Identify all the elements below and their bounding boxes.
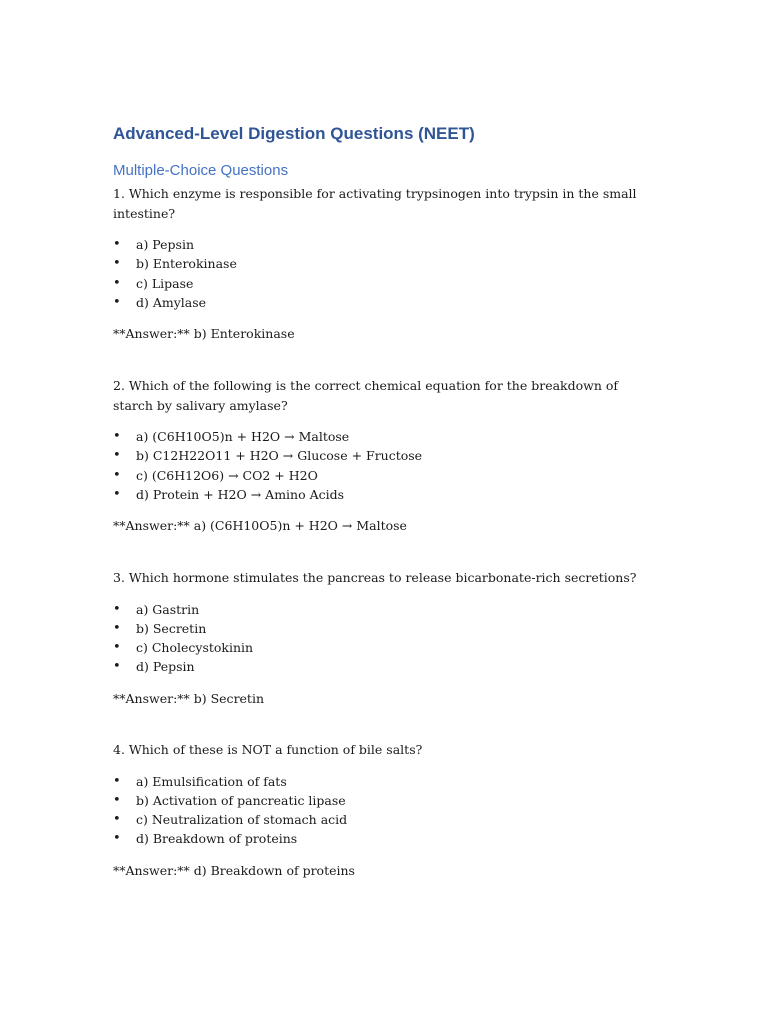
option-label: b) Activation of pancreatic lipase bbox=[136, 792, 346, 808]
bullet: • bbox=[113, 256, 121, 272]
bullet: • bbox=[113, 812, 121, 828]
bullet: • bbox=[113, 275, 121, 291]
bullet: • bbox=[113, 659, 121, 675]
option-item bbox=[113, 427, 653, 446]
bullet: • bbox=[113, 640, 121, 656]
option-item bbox=[113, 810, 653, 829]
bullet: • bbox=[113, 831, 121, 847]
question-text: 2. Which of the following is the correct chemical equation for the breakdown of starch by salivary amylase? bbox=[113, 378, 619, 413]
option-label: d) Breakdown of proteins bbox=[136, 831, 298, 847]
document-title: Advanced-Level Digestion Questions (NEET) bbox=[113, 124, 475, 143]
answer-text: **Answer:** a) (C6H10O5)n + H2O → Maltose bbox=[113, 518, 407, 534]
option-item bbox=[113, 619, 653, 638]
option-label: a) Pepsin bbox=[136, 237, 195, 252]
option-item bbox=[113, 772, 653, 791]
options-list bbox=[113, 235, 653, 312]
option-item bbox=[113, 657, 653, 676]
option-label: b) C12H22O11 + H2O → Glucose + Fructose bbox=[136, 448, 423, 464]
options-list bbox=[113, 772, 653, 849]
question-block bbox=[113, 184, 653, 344]
option-item bbox=[113, 466, 653, 485]
question-block bbox=[113, 740, 653, 880]
answer-text: **Answer:** d) Breakdown of proteins bbox=[113, 862, 355, 878]
option-label: d) Protein + H2O → Amino Acids bbox=[136, 486, 345, 502]
option-label: c) Neutralization of stomach acid bbox=[136, 812, 348, 828]
option-label: c) Cholecystokinin bbox=[136, 640, 254, 656]
bullet: • bbox=[113, 429, 121, 444]
question-block bbox=[113, 568, 653, 708]
option-item bbox=[113, 791, 653, 810]
options-list bbox=[113, 600, 653, 677]
bullet: • bbox=[113, 486, 121, 502]
option-label: c) Lipase bbox=[136, 275, 194, 291]
options-list bbox=[113, 427, 653, 504]
option-label: c) (C6H12O6) → CO2 + H2O bbox=[136, 467, 318, 483]
bullet: • bbox=[113, 448, 121, 464]
question-text: 1. Which enzyme is responsible for activating trypsinogen into trypsin in the small intestine? bbox=[113, 186, 637, 221]
bullet: • bbox=[113, 601, 121, 617]
option-item bbox=[113, 638, 653, 657]
option-item bbox=[113, 274, 653, 293]
option-item bbox=[113, 829, 653, 848]
option-label: a) (C6H10O5)n + H2O → Maltose bbox=[136, 429, 350, 444]
option-label: b) Secretin bbox=[136, 620, 207, 636]
option-item bbox=[113, 293, 653, 312]
bullet: • bbox=[113, 620, 121, 636]
bullet: • bbox=[113, 237, 121, 252]
answer-text: **Answer:** b) Secretin bbox=[113, 690, 265, 706]
bullet: • bbox=[113, 294, 121, 310]
bullet: • bbox=[113, 773, 121, 789]
option-label: a) Gastrin bbox=[136, 601, 200, 617]
option-label: d) Pepsin bbox=[136, 659, 195, 675]
option-item bbox=[113, 485, 653, 504]
option-item bbox=[113, 235, 653, 254]
option-item bbox=[113, 254, 653, 273]
answer-text: **Answer:** b) Enterokinase bbox=[113, 326, 295, 342]
question-text: 3. Which hormone stimulates the pancreas to release bicarbonate-rich secretions? bbox=[113, 570, 637, 585]
bullet: • bbox=[113, 792, 121, 808]
section-heading: Multiple-Choice Questions bbox=[113, 162, 289, 179]
question-block bbox=[113, 376, 653, 536]
option-item bbox=[113, 600, 653, 619]
option-item bbox=[113, 446, 653, 465]
option-label: a) Emulsification of fats bbox=[136, 773, 287, 789]
question-text: 4. Which of these is NOT a function of bile salts? bbox=[113, 742, 423, 757]
option-label: b) Enterokinase bbox=[136, 256, 237, 272]
option-label: d) Amylase bbox=[136, 294, 207, 310]
bullet: • bbox=[113, 467, 121, 483]
